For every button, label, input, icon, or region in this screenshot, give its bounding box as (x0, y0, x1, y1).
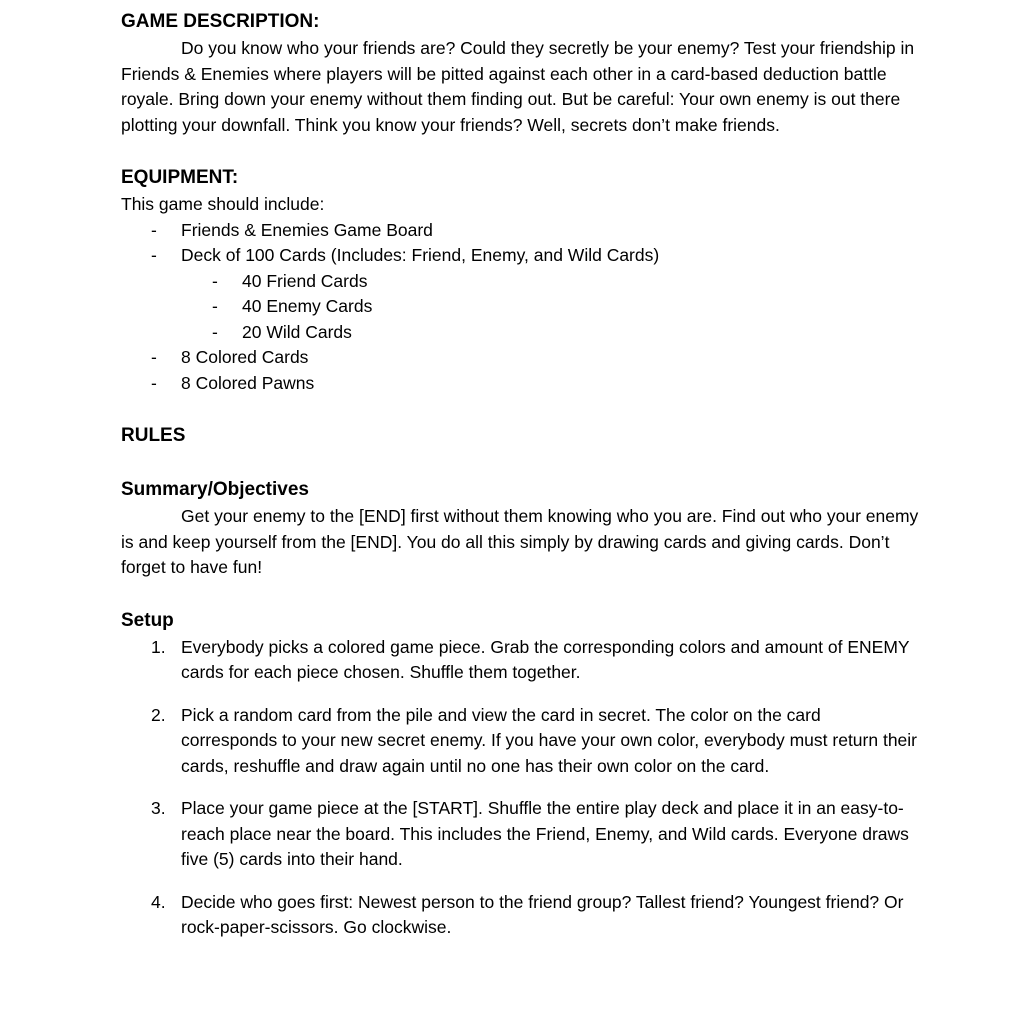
section-gap (121, 450, 921, 476)
list-item (121, 243, 921, 269)
section-gap (121, 396, 921, 422)
step-text: Everybody picks a colored game piece. Grab the corresponding colors and amount of ENEMY cards for each piece chosen. Shuffle them together. (181, 636, 910, 682)
list-item (121, 269, 921, 295)
list-item-text: 40 Enemy Cards (242, 296, 373, 316)
equipment-heading: EQUIPMENT: (121, 167, 239, 188)
step-number: 3. (151, 798, 166, 818)
list-bullet: - (151, 219, 157, 240)
list-item (121, 320, 921, 346)
step-number: 1. (151, 636, 166, 657)
summary-heading: Summary/Objectives (121, 479, 309, 500)
list-item (121, 371, 921, 397)
game-description-body: Do you know who your friends are? Could they secretly be your enemy? Test your friendship in Friends & Enemies where players will be pitted against each other in a card-based deduction battle royale. Bring down your enemy without them finding out. But be careful: Your own enemy is out there plotting your downfall. Think you know your friends? Well, secrets don’t make friends. (121, 38, 915, 135)
setup-steps (121, 635, 921, 941)
document-page (121, 8, 921, 958)
step-text: Pick a random card from the pile and view the card in secret. The color on the card corresponds to your new secret enemy. If you have your own color, everybody must return their cards, reshuffle and draw again until no one has their own color on the card. (181, 704, 917, 776)
list-item (121, 890, 921, 941)
list-item-text: 40 Friend Cards (242, 270, 368, 291)
section-gap (121, 138, 921, 164)
list-item (121, 796, 921, 873)
list-item-text: Friends & Enemies Game Board (181, 219, 433, 240)
list-bullet: - (212, 296, 218, 316)
list-bullet: - (151, 245, 157, 265)
list-item (121, 294, 921, 320)
list-item-text: 8 Colored Cards (181, 347, 309, 367)
list-bullet: - (212, 270, 218, 291)
list-item (121, 635, 921, 686)
equipment-list (121, 218, 921, 397)
equipment-intro: This game should include: (121, 194, 325, 214)
step-text: Decide who goes first: Newest person to the friend group? Tallest friend? Youngest friend? Or rock-paper-scissors. Go clockwise. (181, 891, 904, 937)
list-item-text: 8 Colored Pawns (181, 372, 315, 393)
step-number: 4. (151, 891, 166, 912)
rules-heading: RULES (121, 425, 186, 446)
setup-heading: Setup (121, 609, 174, 631)
summary-body: Get your enemy to the [END] first without them knowing who you are. Find out who your enemy is and keep yourself from the [END]. You do all this simply by drawing cards and giving cards. Don’t forget to have fun! (121, 506, 919, 577)
list-item (121, 345, 921, 371)
list-item (121, 218, 921, 244)
list-item-text: 20 Wild Cards (242, 321, 352, 342)
step-text: Place your game piece at the [START]. Shuffle the entire play deck and place it in an easy-to-reach place near the board. This includes the Friend, Enemy, and Wild cards. Everyone draws five (5) cards into their hand. (181, 798, 909, 869)
section-gap (121, 581, 921, 607)
game-description-heading: GAME DESCRIPTION: (121, 11, 320, 32)
list-bullet: - (151, 347, 157, 367)
step-number: 2. (151, 704, 166, 725)
list-item-text: Deck of 100 Cards (Includes: Friend, Enemy, and Wild Cards) (181, 245, 660, 265)
list-bullet: - (212, 321, 218, 342)
list-bullet: - (151, 372, 157, 393)
list-item (121, 703, 921, 780)
